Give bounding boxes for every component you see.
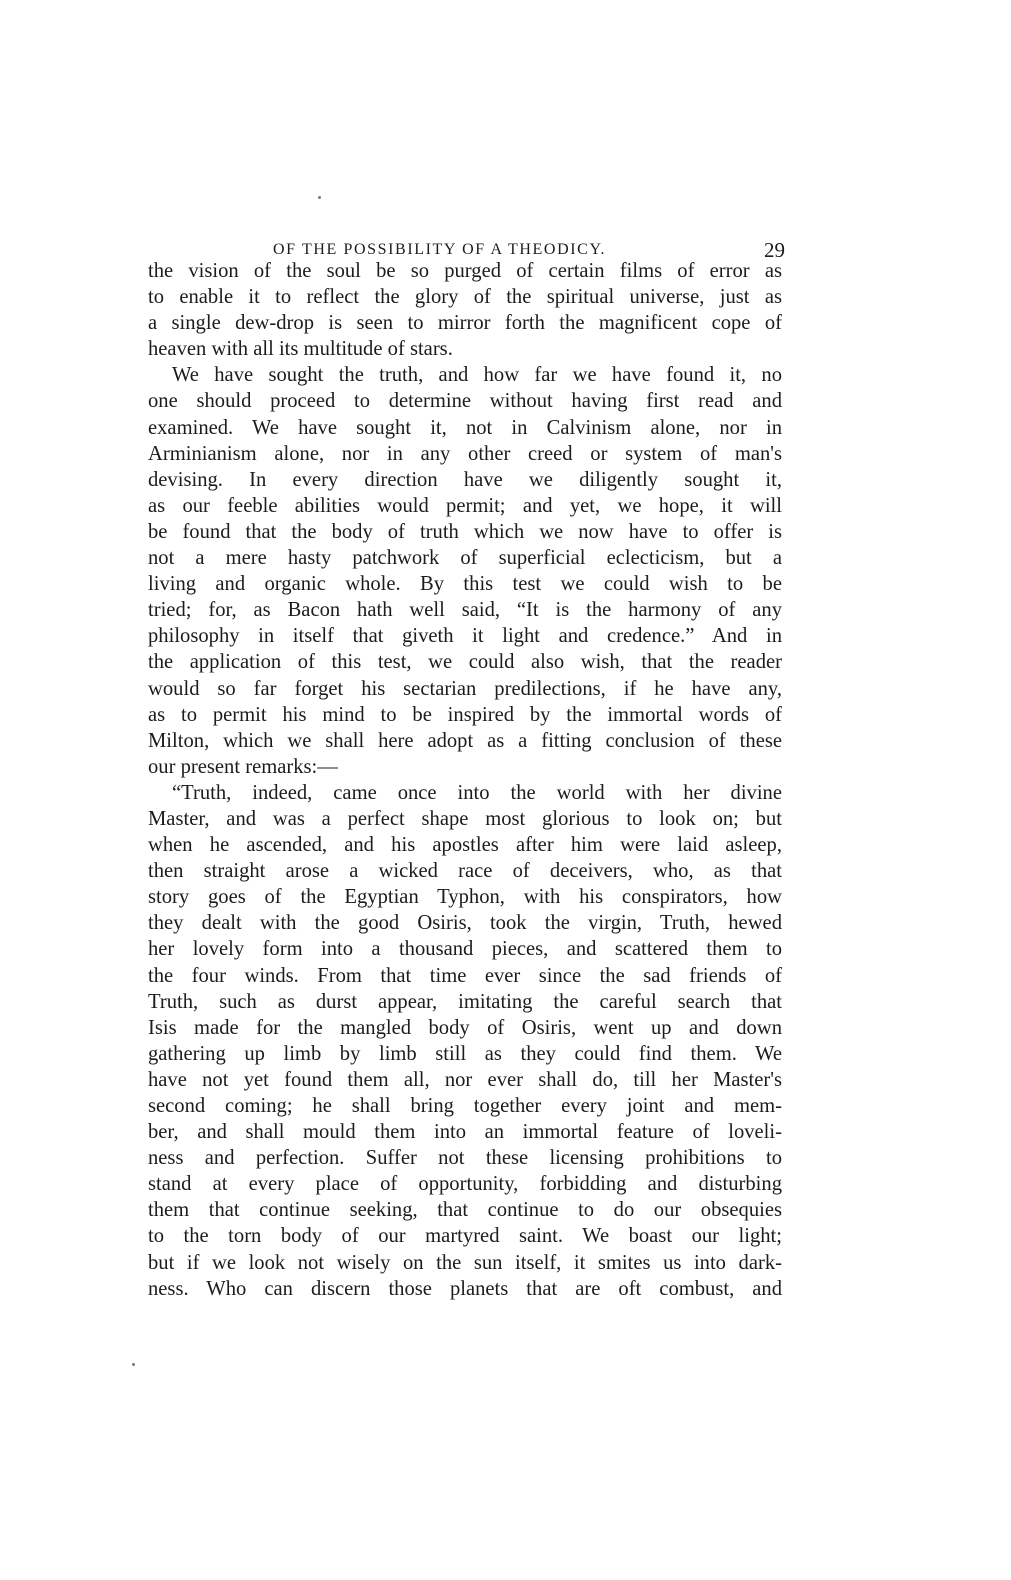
body-text (148, 258, 782, 1302)
text-line: Truth, such as durst appear, imitating the careful search that (148, 990, 782, 1013)
text-line: stand at every place of opportunity, forbidding and disturbing (148, 1173, 782, 1196)
text-line: tried; for, as Bacon hath well said, “It is the harmony of any (148, 599, 782, 622)
text-line: one should proceed to determine without having first read and (148, 390, 782, 413)
print-speck (318, 196, 321, 199)
text-line: her lovely form into a thousand pieces, and scattered them to (148, 938, 782, 961)
text-line: devising. In every direction have we diligently sought it, (148, 468, 782, 491)
text-line: “Truth, indeed, came once into the world with her divine (172, 781, 782, 804)
text-line: Isis made for the mangled body of Osiris, went up and down (148, 1016, 782, 1039)
text-line: as to permit his mind to be inspired by the immortal words of (148, 703, 782, 726)
text-line: second coming; he shall bring together every joint and mem- (148, 1095, 782, 1117)
page-number: 29 (764, 238, 785, 262)
paragraph-continuation (148, 258, 782, 362)
text-line: the vision of the soul be so purged of certain films of error as (148, 260, 782, 282)
text-line: not a mere hasty patchwork of superficial eclecticism, but a (148, 547, 782, 570)
text-line: then straight arose a wicked race of deceivers, who, as that (148, 860, 782, 883)
text-line: Master, and was a perfect shape most glorious to look on; but (148, 807, 782, 830)
text-line: when he ascended, and his apostles after him were laid asleep, (148, 834, 782, 857)
text-line: our present remarks:— (148, 755, 338, 778)
text-line: ness. Who can discern those planets that are oft combust, and (148, 1277, 782, 1300)
paragraph-milton-quote (148, 780, 782, 1302)
text-line: as our feeble abilities would permit; and yet, we hope, it will (148, 494, 782, 517)
text-line: would so far forget his sectarian predilections, if he have any, (148, 677, 782, 700)
text-line: have not yet found them all, nor ever shall do, till her Master's (148, 1068, 782, 1091)
text-line: heaven with all its multitude of stars. (148, 338, 453, 361)
text-line: ness and perfection. Suffer not these licensing prohibitions to (148, 1147, 782, 1170)
text-line: ber, and shall mould them into an immortal feature of loveli- (148, 1121, 782, 1144)
text-line: We have sought the truth, and how far we have found it, no (172, 364, 782, 387)
text-line: examined. We have sought it, not in Calvinism alone, nor in (148, 416, 782, 439)
print-speck (132, 1363, 135, 1366)
text-line: them that continue seeking, that continue to do our obsequies (148, 1199, 782, 1222)
text-line: story goes of the Egyptian Typhon, with his conspirators, how (148, 886, 782, 909)
text-line: the application of this test, we could also wish, that the reader (148, 651, 782, 674)
paragraph-truth-sought (148, 362, 782, 780)
text-line: be found that the body of truth which we now have to offer is (148, 520, 782, 543)
text-line: Milton, which we shall here adopt as a fitting conclusion of these (148, 729, 782, 752)
text-line: gathering up limb by limb still as they could find them. We (148, 1042, 782, 1065)
text-line: to the torn body of our martyred saint. We boast our light; (148, 1225, 782, 1248)
text-line: they dealt with the good Osiris, took the virgin, Truth, hewed (148, 912, 782, 935)
text-line: philosophy in itself that giveth it light and credence.” And in (148, 625, 782, 648)
text-line: Arminianism alone, nor in any other creed or system of man's (148, 442, 782, 465)
text-line: a single dew-drop is seen to mirror forth the magnificent cope of (148, 312, 782, 335)
running-head: OF THE POSSIBILITY OF A THEODICY. (273, 241, 607, 258)
text-line: living and organic whole. By this test we could wish to be (148, 573, 782, 596)
text-line: to enable it to reflect the glory of the spiritual universe, just as (148, 286, 782, 309)
text-line: but if we look not wisely on the sun itself, it smites us into dark- (148, 1251, 782, 1274)
text-line: the four winds. From that time ever since the sad friends of (148, 964, 782, 987)
